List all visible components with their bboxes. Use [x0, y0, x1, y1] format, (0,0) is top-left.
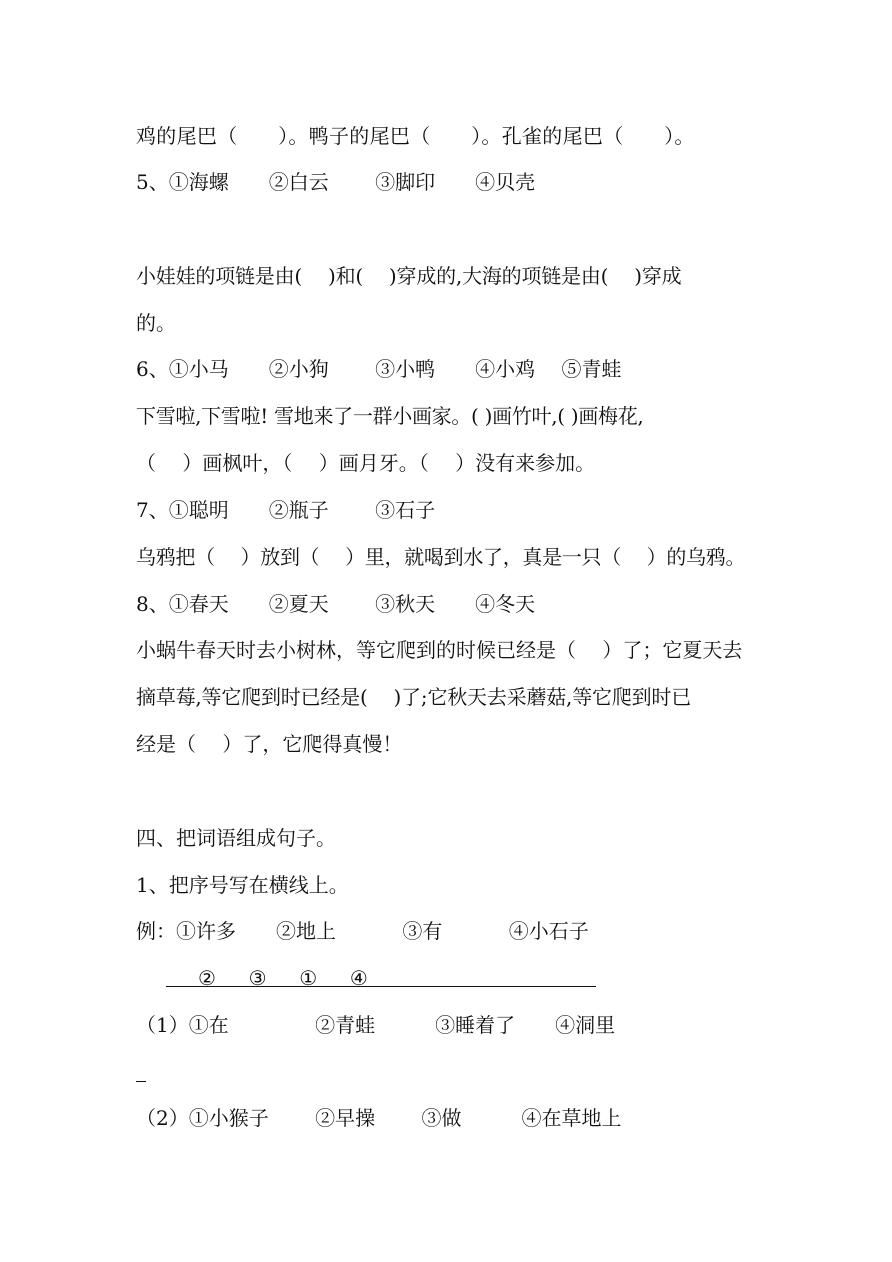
section-4-heading: 四、把词语组成句子。	[136, 826, 336, 850]
example-answer-sequence: ② ③ ① ④	[198, 966, 368, 990]
example-word-options: 例：①许多 ②地上 ③有 ④小石子	[136, 919, 589, 943]
question-7-options: 7、①聪明 ②瓶子 ③石子	[136, 498, 436, 522]
exercise-1-word-options: （1）①在 ②青蛙 ③睡着了 ④洞里	[136, 1013, 616, 1037]
exercise-2-word-options: （2）①小猴子 ②早操 ③做 ④在草地上	[136, 1106, 622, 1130]
question-6-sentence-line-1: 下雪啦,下雪啦! 雪地来了一群小画家。( )画竹叶,( )画梅花,	[136, 404, 644, 428]
question-8-sentence-line-2: 摘草莓,等它爬到时已经是( )了;它秋天去采蘑菇,等它爬到时已	[136, 685, 692, 709]
question-8-options: 8、①春天 ②夏天 ③秋天 ④冬天	[136, 592, 536, 616]
section-4-instruction: 1、把序号写在横线上。	[136, 873, 349, 897]
question-5-sentence-line-1: 小娃娃的项链是由( )和( )穿成的,大海的项链是由( )穿成	[136, 264, 682, 288]
example-answer-line	[166, 986, 596, 987]
question-8-sentence-line-3: 经是（ ）了，它爬得真慢！	[136, 732, 403, 756]
question-4-tail-line: 鸡的尾巴（ ）。鸭子的尾巴（ ）。孔雀的尾巴（ ）。	[136, 124, 695, 148]
question-6-sentence-line-2: （ ）画枫叶，（ ）画月牙。（ ）没有来参加。	[136, 451, 596, 475]
question-5-sentence-line-2: 的。	[136, 311, 176, 335]
question-7-sentence: 乌鸦把（ ）放到（ ）里，就喝到水了，真是一只（ ）的乌鸦。	[136, 545, 746, 569]
question-5-options: 5、①海螺 ②白云 ③脚印 ④贝壳	[136, 170, 536, 194]
question-6-options: 6、①小马 ②小狗 ③小鸭 ④小鸡 ⑤青蛙	[136, 357, 622, 381]
exercise-1-answer-line	[136, 1081, 146, 1082]
question-8-sentence-line-1: 小蜗牛春天时去小树林，等它爬到的时候已经是（ ）了；它夏天去	[136, 638, 743, 662]
